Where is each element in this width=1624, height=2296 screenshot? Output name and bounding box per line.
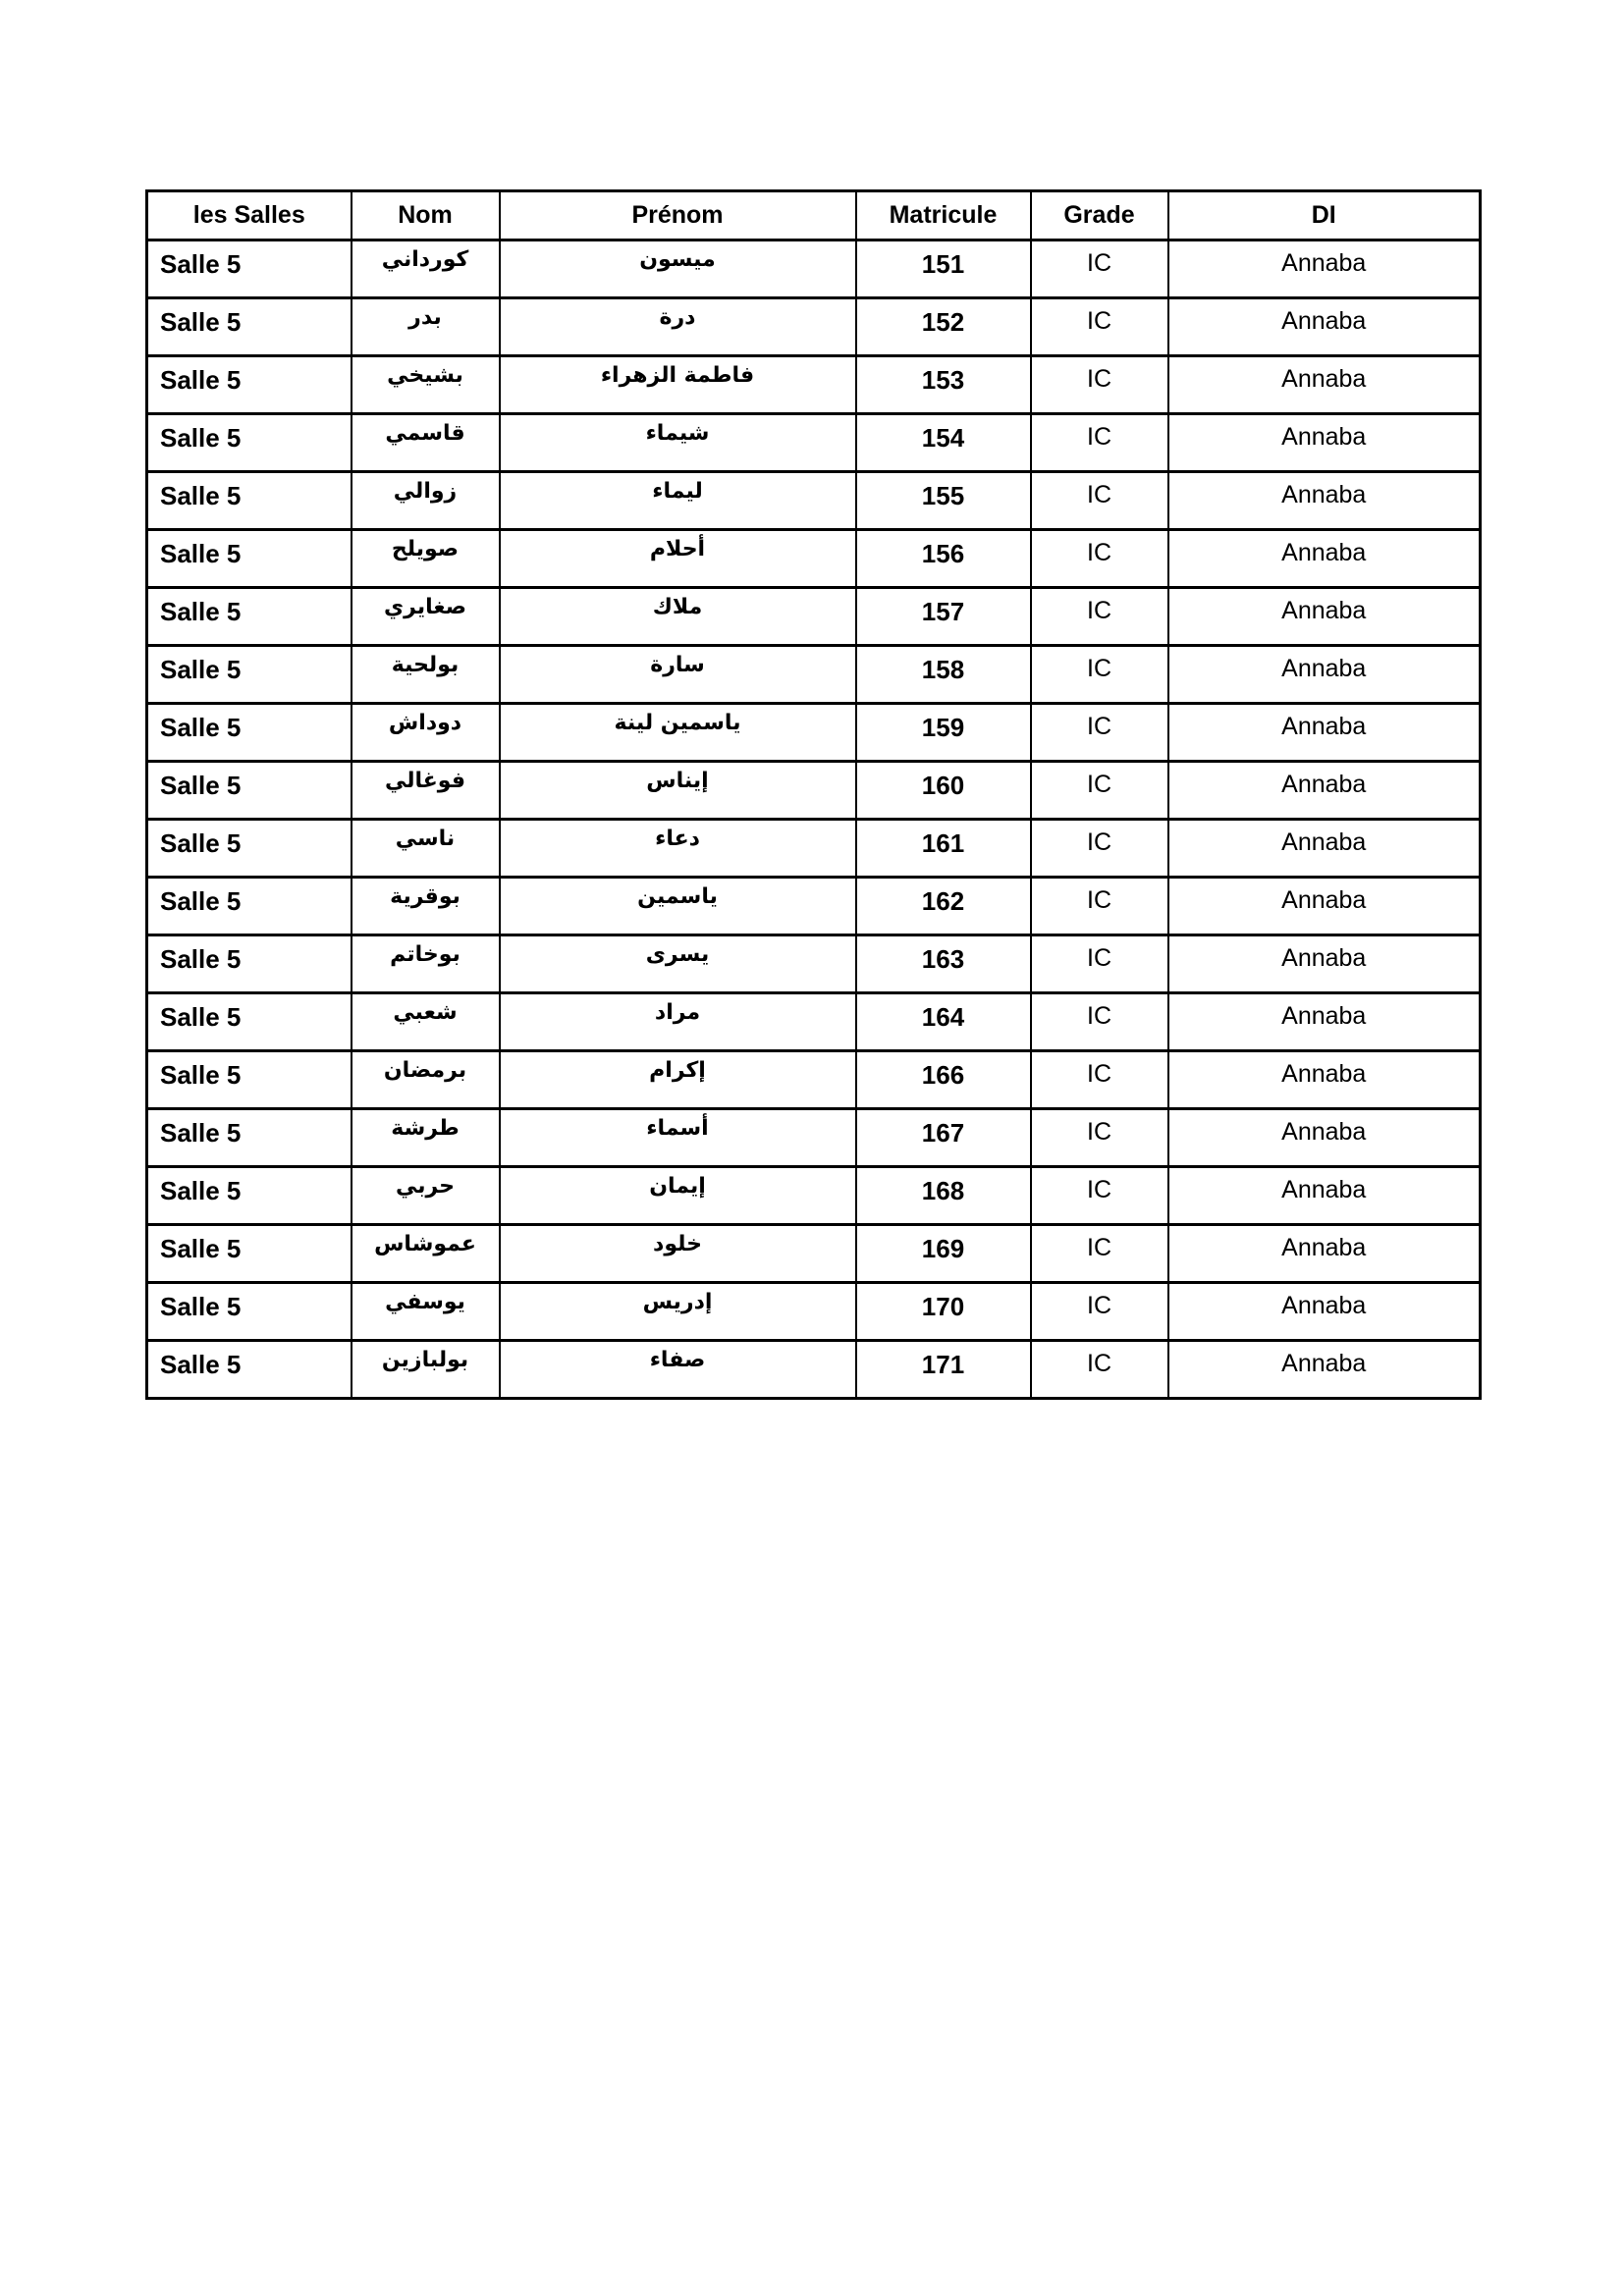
table-row xyxy=(147,414,1481,472)
cell-grade: IC xyxy=(1031,1167,1168,1225)
cell-matricule: 157 xyxy=(856,588,1031,646)
cell-matricule: 161 xyxy=(856,820,1031,878)
cell-nom: برمضان xyxy=(352,1051,500,1109)
table-row xyxy=(147,356,1481,414)
table-row xyxy=(147,762,1481,820)
cell-nom: كورداني xyxy=(352,240,500,298)
cell-grade: IC xyxy=(1031,588,1168,646)
cell-nom: حربي xyxy=(352,1167,500,1225)
cell-prenom: أحلام xyxy=(500,530,856,588)
cell-nom: قاسمي xyxy=(352,414,500,472)
cell-nom: عموشاس xyxy=(352,1225,500,1283)
cell-grade: IC xyxy=(1031,704,1168,762)
cell-di: Annaba xyxy=(1168,762,1481,820)
table-row xyxy=(147,820,1481,878)
cell-prenom: يسرى xyxy=(500,935,856,993)
cell-di: Annaba xyxy=(1168,646,1481,704)
table-row xyxy=(147,1167,1481,1225)
cell-salle: Salle 5 xyxy=(147,472,352,530)
cell-di: Annaba xyxy=(1168,414,1481,472)
table-row xyxy=(147,472,1481,530)
cell-di: Annaba xyxy=(1168,878,1481,935)
table-row xyxy=(147,1283,1481,1341)
cell-di: Annaba xyxy=(1168,935,1481,993)
cell-matricule: 169 xyxy=(856,1225,1031,1283)
cell-salle: Salle 5 xyxy=(147,298,352,356)
cell-matricule: 160 xyxy=(856,762,1031,820)
cell-grade: IC xyxy=(1031,935,1168,993)
column-header-grade: Grade xyxy=(1031,191,1168,240)
cell-matricule: 162 xyxy=(856,878,1031,935)
cell-di: Annaba xyxy=(1168,993,1481,1051)
cell-salle: Salle 5 xyxy=(147,820,352,878)
cell-di: Annaba xyxy=(1168,704,1481,762)
cell-matricule: 158 xyxy=(856,646,1031,704)
table-row xyxy=(147,1051,1481,1109)
cell-nom: زوالي xyxy=(352,472,500,530)
cell-di: Annaba xyxy=(1168,1283,1481,1341)
cell-di: Annaba xyxy=(1168,530,1481,588)
cell-prenom: أسماء xyxy=(500,1109,856,1167)
cell-matricule: 164 xyxy=(856,993,1031,1051)
cell-salle: Salle 5 xyxy=(147,935,352,993)
cell-grade: IC xyxy=(1031,993,1168,1051)
cell-grade: IC xyxy=(1031,1051,1168,1109)
cell-salle: Salle 5 xyxy=(147,588,352,646)
table-row xyxy=(147,878,1481,935)
student-roster-table xyxy=(145,189,1482,1400)
cell-nom: يوسفي xyxy=(352,1283,500,1341)
cell-prenom: دعاء xyxy=(500,820,856,878)
cell-prenom: فاطمة الزهراء xyxy=(500,356,856,414)
table-row xyxy=(147,646,1481,704)
cell-grade: IC xyxy=(1031,414,1168,472)
cell-salle: Salle 5 xyxy=(147,1225,352,1283)
cell-di: Annaba xyxy=(1168,1167,1481,1225)
cell-matricule: 156 xyxy=(856,530,1031,588)
cell-di: Annaba xyxy=(1168,588,1481,646)
cell-prenom: ملاك xyxy=(500,588,856,646)
cell-nom: فوغالي xyxy=(352,762,500,820)
cell-salle: Salle 5 xyxy=(147,1109,352,1167)
cell-prenom: مراد xyxy=(500,993,856,1051)
cell-di: Annaba xyxy=(1168,1341,1481,1399)
cell-matricule: 151 xyxy=(856,240,1031,298)
cell-matricule: 166 xyxy=(856,1051,1031,1109)
table-row xyxy=(147,240,1481,298)
cell-prenom: ليماء xyxy=(500,472,856,530)
table-header-row xyxy=(147,191,1481,240)
cell-nom: بدر xyxy=(352,298,500,356)
table-body xyxy=(147,240,1481,1399)
cell-salle: Salle 5 xyxy=(147,240,352,298)
cell-nom: بوخاتم xyxy=(352,935,500,993)
cell-grade: IC xyxy=(1031,762,1168,820)
cell-nom: صغايري xyxy=(352,588,500,646)
cell-salle: Salle 5 xyxy=(147,414,352,472)
cell-salle: Salle 5 xyxy=(147,1283,352,1341)
cell-di: Annaba xyxy=(1168,1051,1481,1109)
cell-salle: Salle 5 xyxy=(147,1167,352,1225)
cell-matricule: 159 xyxy=(856,704,1031,762)
table-row xyxy=(147,993,1481,1051)
cell-salle: Salle 5 xyxy=(147,1051,352,1109)
table-row xyxy=(147,298,1481,356)
table-row xyxy=(147,935,1481,993)
cell-prenom: خلود xyxy=(500,1225,856,1283)
cell-grade: IC xyxy=(1031,1109,1168,1167)
cell-prenom: إدريس xyxy=(500,1283,856,1341)
table-row xyxy=(147,1341,1481,1399)
cell-di: Annaba xyxy=(1168,298,1481,356)
cell-di: Annaba xyxy=(1168,240,1481,298)
cell-di: Annaba xyxy=(1168,1109,1481,1167)
cell-nom: بولبازين xyxy=(352,1341,500,1399)
cell-matricule: 155 xyxy=(856,472,1031,530)
cell-grade: IC xyxy=(1031,646,1168,704)
column-header-di: DI xyxy=(1168,191,1481,240)
cell-nom: بوقرية xyxy=(352,878,500,935)
cell-di: Annaba xyxy=(1168,356,1481,414)
column-header-matricule: Matricule xyxy=(856,191,1031,240)
cell-prenom: إيناس xyxy=(500,762,856,820)
cell-grade: IC xyxy=(1031,878,1168,935)
cell-grade: IC xyxy=(1031,1283,1168,1341)
cell-salle: Salle 5 xyxy=(147,530,352,588)
cell-grade: IC xyxy=(1031,472,1168,530)
cell-di: Annaba xyxy=(1168,472,1481,530)
cell-prenom: ياسمين xyxy=(500,878,856,935)
cell-matricule: 171 xyxy=(856,1341,1031,1399)
cell-salle: Salle 5 xyxy=(147,646,352,704)
table-row xyxy=(147,530,1481,588)
cell-di: Annaba xyxy=(1168,820,1481,878)
cell-grade: IC xyxy=(1031,530,1168,588)
cell-salle: Salle 5 xyxy=(147,1341,352,1399)
cell-salle: Salle 5 xyxy=(147,878,352,935)
cell-nom: طرشة xyxy=(352,1109,500,1167)
cell-grade: IC xyxy=(1031,1341,1168,1399)
cell-nom: بشيخي xyxy=(352,356,500,414)
table-row xyxy=(147,588,1481,646)
cell-grade: IC xyxy=(1031,240,1168,298)
column-header-nom: Nom xyxy=(352,191,500,240)
cell-prenom: شيماء xyxy=(500,414,856,472)
cell-matricule: 153 xyxy=(856,356,1031,414)
table-row xyxy=(147,1225,1481,1283)
cell-nom: شعبي xyxy=(352,993,500,1051)
table-row xyxy=(147,1109,1481,1167)
cell-grade: IC xyxy=(1031,356,1168,414)
cell-di: Annaba xyxy=(1168,1225,1481,1283)
cell-matricule: 163 xyxy=(856,935,1031,993)
cell-salle: Salle 5 xyxy=(147,993,352,1051)
cell-prenom: درة xyxy=(500,298,856,356)
cell-grade: IC xyxy=(1031,1225,1168,1283)
cell-prenom: ميسون xyxy=(500,240,856,298)
cell-prenom: ياسمين لينة xyxy=(500,704,856,762)
cell-grade: IC xyxy=(1031,298,1168,356)
cell-nom: دوداش xyxy=(352,704,500,762)
cell-salle: Salle 5 xyxy=(147,356,352,414)
cell-nom: بولحية xyxy=(352,646,500,704)
cell-prenom: صفاء xyxy=(500,1341,856,1399)
cell-matricule: 168 xyxy=(856,1167,1031,1225)
cell-grade: IC xyxy=(1031,820,1168,878)
column-header-salles: les Salles xyxy=(147,191,352,240)
cell-prenom: سارة xyxy=(500,646,856,704)
cell-nom: صويلح xyxy=(352,530,500,588)
table-row xyxy=(147,704,1481,762)
cell-salle: Salle 5 xyxy=(147,704,352,762)
cell-matricule: 154 xyxy=(856,414,1031,472)
cell-salle: Salle 5 xyxy=(147,762,352,820)
cell-prenom: إيمان xyxy=(500,1167,856,1225)
cell-matricule: 170 xyxy=(856,1283,1031,1341)
cell-nom: ناسي xyxy=(352,820,500,878)
column-header-prenom: Prénom xyxy=(500,191,856,240)
cell-matricule: 152 xyxy=(856,298,1031,356)
cell-prenom: إكرام xyxy=(500,1051,856,1109)
cell-matricule: 167 xyxy=(856,1109,1031,1167)
